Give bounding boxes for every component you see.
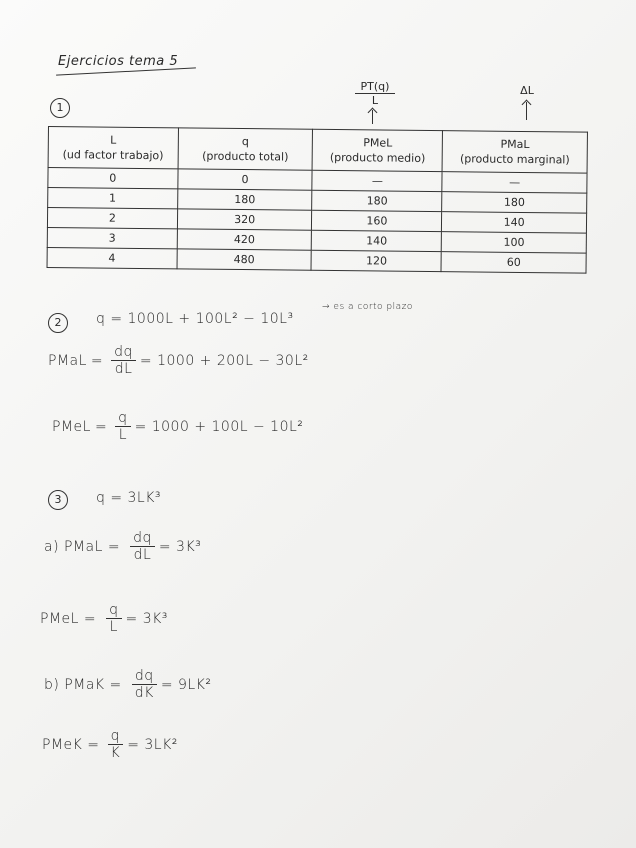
arrow-up-icon [372,110,373,124]
pme-formula-num: PT(q) [355,80,395,94]
page-title: Ejercicios tema 5 [58,54,179,69]
exercise-1-number: 1 [50,98,70,118]
header-cell: PMeL (producto medio) [313,129,443,171]
exercise-3-equation: q = 3LK³ [96,490,162,506]
header-cell: L (ud factor trabajo) [48,127,178,169]
exercise-3-pmek: PMeK = $\frac{q}{K}$ = 3LK² [42,728,178,761]
production-table [47,126,588,274]
exercise-3a-pma: a) PMaL = $\frac{dq}{dL}$ = 3K³ [44,530,202,563]
exercise-3-number: 3 [48,490,68,510]
pme-formula-den: L [371,94,379,107]
pma-formula: ΔL [520,84,534,97]
exercise-2-number: 2 [48,313,68,333]
table-row: 1 180 180 180 [48,188,587,214]
header-cell: q (producto total) [178,128,313,170]
table-row: 4 480 120 60 [47,247,586,273]
exercise-2-pma: PMaL = $\frac{dq}{dL}$ = 1000 + 200L − 30L² [48,344,309,377]
exercise-2-pme: PMeL = $\frac{q}{L}$ = 1000 + 100L − 10L² [52,410,304,443]
exercise-2-equation: q = 1000L + 100L² − 10L³ [96,311,294,327]
exercise-2-note: → es a corto plazo [322,302,413,312]
pme-formula [355,80,395,107]
arrow-up-icon [526,102,527,120]
header-cell: PMaL (producto marginal) [442,131,587,174]
table-row: 0 0 — — [48,168,587,194]
table-row: 2 320 160 140 [47,208,586,234]
table-header-row [48,127,587,174]
table-row: 3 420 140 100 [47,227,586,253]
exercise-3-pmel: PMeL = $\frac{q}{L}$ = 3K³ [40,602,168,635]
exercise-3b-pmak: b) PMaK = $\frac{dq}{dK}$ = 9LK² [44,668,212,701]
